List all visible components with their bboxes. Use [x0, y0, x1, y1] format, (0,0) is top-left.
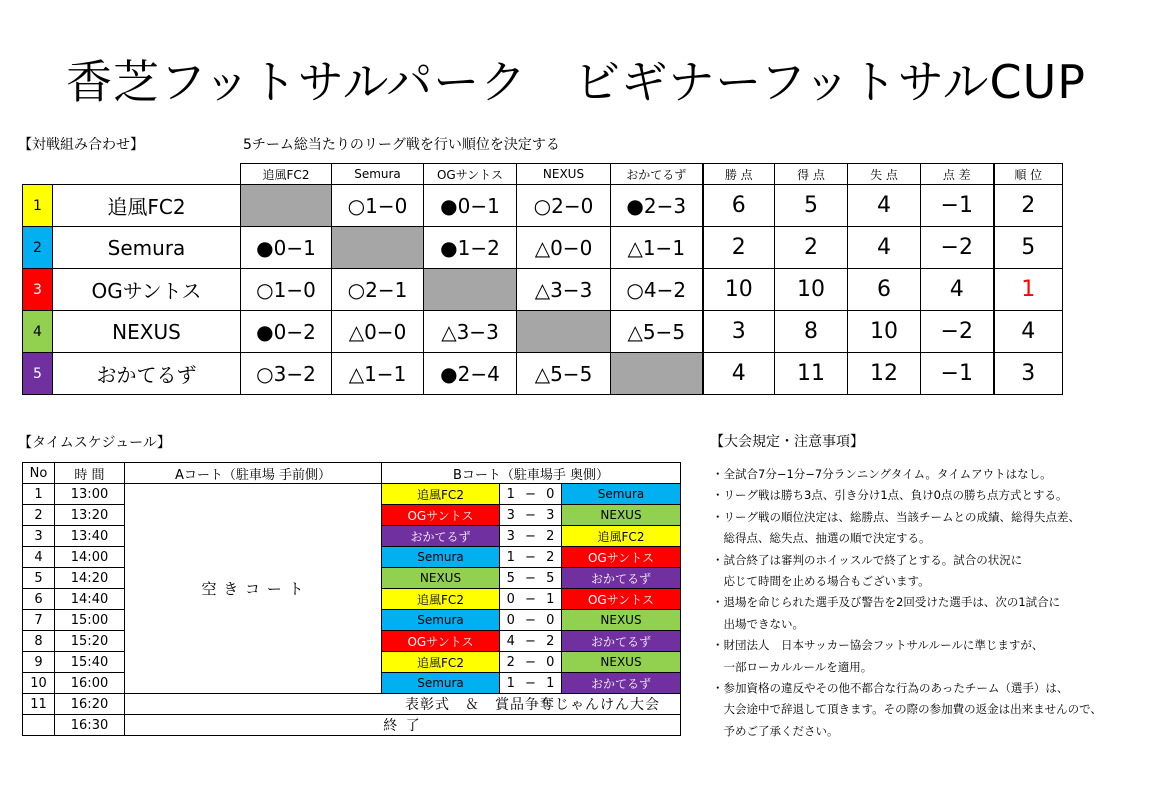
team-rank: 1	[994, 269, 1063, 311]
header-opponent: OGサントス	[424, 164, 517, 185]
rule-line: ・リーグ戦は勝ち3点、引き分け1点、負け0点の勝ち点方式とする。	[712, 488, 1068, 503]
header-goals-for: 得 点	[775, 164, 848, 185]
self-match-cell	[517, 311, 611, 353]
team-goal-diff: −2	[921, 311, 994, 353]
team-goal-diff: −2	[921, 227, 994, 269]
rule-line: ・財団法人 日本サッカー協会フットサルルールに準じますが、	[712, 638, 1044, 653]
self-match-cell	[611, 353, 703, 395]
match-result: ●1−2	[424, 227, 517, 269]
match-no	[23, 715, 55, 736]
schedule-row	[23, 484, 681, 505]
home-team: 追風FC2	[382, 652, 500, 673]
schedule-heading: 【タイムスケジュール】	[18, 435, 171, 451]
home-team: NEXUS	[382, 568, 500, 589]
end-event: 終 了	[125, 715, 681, 736]
team-goal-diff: 4	[921, 269, 994, 311]
match-no: 7	[23, 610, 55, 631]
match-result: △5−5	[517, 353, 611, 395]
match-no: 8	[23, 631, 55, 652]
header-time: 時 間	[55, 463, 125, 484]
away-team: Semura	[562, 484, 681, 505]
team-goals-for: 2	[775, 227, 848, 269]
team-points: 6	[703, 185, 775, 227]
team-number: 1	[23, 185, 53, 227]
away-score: 0	[540, 652, 562, 673]
team-number: 4	[23, 311, 53, 353]
match-result: ●0−1	[424, 185, 517, 227]
team-name: Semura	[53, 227, 241, 269]
match-result: ○4−2	[611, 269, 703, 311]
match-result: △0−0	[332, 311, 424, 353]
match-result: ○1−0	[241, 269, 332, 311]
match-result: ●0−1	[241, 227, 332, 269]
match-time: 13:40	[55, 526, 125, 547]
team-goals-for: 8	[775, 311, 848, 353]
header-opponent: 追風FC2	[241, 164, 332, 185]
away-team: NEXUS	[562, 610, 681, 631]
match-result: ●0−2	[241, 311, 332, 353]
header-diff: 点 差	[921, 164, 994, 185]
team-number: 5	[23, 353, 53, 395]
home-score: 3	[500, 505, 522, 526]
header-rank: 順 位	[994, 164, 1063, 185]
away-score: 3	[540, 505, 562, 526]
home-score: 0	[500, 589, 522, 610]
header-no: No	[23, 463, 55, 484]
away-score: 0	[540, 610, 562, 631]
team-goals-against: 6	[848, 269, 921, 311]
home-team: 追風FC2	[382, 484, 500, 505]
header-points: 勝 点	[703, 164, 775, 185]
away-score: 1	[540, 673, 562, 694]
league-table	[22, 163, 1063, 395]
rule-line: 予めご了承ください。	[712, 723, 839, 738]
match-no: 6	[23, 589, 55, 610]
team-number: 3	[23, 269, 53, 311]
score-dash: −	[522, 673, 540, 694]
rules-heading: 【大会規定・注意事項】	[710, 434, 864, 450]
rule-line: 一部ローカルルールを適用。	[712, 659, 873, 674]
match-time: 16:30	[55, 715, 125, 736]
home-team: OGサントス	[382, 631, 500, 652]
match-no: 11	[23, 694, 55, 715]
team-points: 4	[703, 353, 775, 395]
match-result: △5−5	[611, 311, 703, 353]
team-points: 2	[703, 227, 775, 269]
self-match-cell	[332, 227, 424, 269]
self-match-cell	[424, 269, 517, 311]
match-result: ○2−1	[332, 269, 424, 311]
away-team: NEXUS	[562, 505, 681, 526]
rule-line: 応じて時間を止める場合もございます。	[712, 573, 930, 588]
team-rank: 4	[994, 311, 1063, 353]
home-team: Semura	[382, 547, 500, 568]
match-result: ○2−0	[517, 185, 611, 227]
score-dash: −	[522, 505, 540, 526]
match-time: 13:20	[55, 505, 125, 526]
home-score: 2	[500, 652, 522, 673]
match-time: 16:00	[55, 673, 125, 694]
match-result: △0−0	[517, 227, 611, 269]
home-team: おかてるず	[382, 526, 500, 547]
team-goals-against: 12	[848, 353, 921, 395]
self-match-cell	[241, 185, 332, 227]
match-time: 15:00	[55, 610, 125, 631]
match-time: 14:00	[55, 547, 125, 568]
match-result: ●2−3	[611, 185, 703, 227]
page-title: 香芝フットサルパーク ビギナーフットサルCUP	[66, 55, 1086, 109]
league-format-note: 5チーム総当たりのリーグ戦を行い順位を決定する	[243, 137, 560, 153]
team-row	[23, 311, 1063, 353]
header-opponent: NEXUS	[517, 164, 611, 185]
schedule-row	[23, 715, 681, 736]
ceremony-event: 表彰式 ＆ 賞品争奪じゃんけん大会	[125, 694, 681, 715]
score-dash: −	[522, 568, 540, 589]
match-time: 13:00	[55, 484, 125, 505]
home-team: OGサントス	[382, 505, 500, 526]
team-number: 2	[23, 227, 53, 269]
header-opponent: Semura	[332, 164, 424, 185]
schedule-row	[23, 694, 681, 715]
team-goals-against: 10	[848, 311, 921, 353]
match-no: 9	[23, 652, 55, 673]
court-a-empty: 空 き コ ー ト	[125, 484, 382, 694]
score-dash: −	[522, 484, 540, 505]
team-goal-diff: −1	[921, 353, 994, 395]
home-score: 1	[500, 484, 522, 505]
rule-line: 大会途中で辞退して頂きます。その際の参加費の返金は出来ませんので、	[712, 702, 1102, 717]
team-name: OGサントス	[53, 269, 241, 311]
team-points: 3	[703, 311, 775, 353]
match-result: △1−1	[611, 227, 703, 269]
schedule-table	[22, 462, 681, 736]
away-team: NEXUS	[562, 652, 681, 673]
match-time: 15:40	[55, 652, 125, 673]
score-dash: −	[522, 610, 540, 631]
score-dash: −	[522, 652, 540, 673]
rule-line: ・リーグ戦の順位決定は、総勝点、当該チームとの成績、総得失点差、	[712, 509, 1080, 524]
match-result: ○3−2	[241, 353, 332, 395]
away-score: 5	[540, 568, 562, 589]
team-goals-against: 4	[848, 185, 921, 227]
match-result: △3−3	[424, 311, 517, 353]
home-score: 0	[500, 610, 522, 631]
team-name: 追風FC2	[53, 185, 241, 227]
rule-line: 総得点、総失点、抽選の順で決定する。	[712, 531, 931, 546]
away-team: おかてるず	[562, 631, 681, 652]
away-score: 0	[540, 484, 562, 505]
home-score: 1	[500, 547, 522, 568]
team-goal-diff: −1	[921, 185, 994, 227]
team-rank: 3	[994, 353, 1063, 395]
match-time: 15:20	[55, 631, 125, 652]
match-time: 14:20	[55, 568, 125, 589]
score-dash: −	[522, 526, 540, 547]
away-team: 追風FC2	[562, 526, 681, 547]
team-rank: 2	[994, 185, 1063, 227]
home-score: 1	[500, 673, 522, 694]
header-court-b: Bコート（駐車場手 奥側）	[382, 463, 681, 484]
match-no: 1	[23, 484, 55, 505]
score-dash: −	[522, 631, 540, 652]
away-score: 1	[540, 589, 562, 610]
away-score: 2	[540, 526, 562, 547]
team-row	[23, 227, 1063, 269]
team-rank: 5	[994, 227, 1063, 269]
rule-line: 出場できない。	[712, 616, 804, 631]
away-team: OGサントス	[562, 589, 681, 610]
away-score: 2	[540, 631, 562, 652]
match-result: ○1−0	[332, 185, 424, 227]
match-time: 16:20	[55, 694, 125, 715]
match-no: 3	[23, 526, 55, 547]
home-team: Semura	[382, 673, 500, 694]
header-opponent: おかてるず	[611, 164, 703, 185]
home-team: Semura	[382, 610, 500, 631]
rule-line: ・全試合7分−1分−7分ランニングタイム。タイムアウトはなし。	[712, 467, 1052, 481]
score-dash: −	[522, 547, 540, 568]
team-goals-for: 11	[775, 353, 848, 395]
team-goals-against: 4	[848, 227, 921, 269]
team-row	[23, 185, 1063, 227]
team-row	[23, 269, 1063, 311]
header-court-a: Aコート（駐車場 手前側）	[125, 463, 382, 484]
rule-line: ・参加資格の違反やその他不都合な行為のあったチーム（選手）は、	[712, 680, 1069, 695]
team-points: 10	[703, 269, 775, 311]
away-team: おかてるず	[562, 673, 681, 694]
match-no: 10	[23, 673, 55, 694]
match-time: 14:40	[55, 589, 125, 610]
home-score: 3	[500, 526, 522, 547]
home-team: 追風FC2	[382, 589, 500, 610]
league-heading: 【対戦組み合わせ】	[18, 137, 144, 153]
match-no: 5	[23, 568, 55, 589]
score-dash: −	[522, 589, 540, 610]
rules-section	[710, 434, 1142, 742]
away-score: 2	[540, 547, 562, 568]
away-team: おかてるず	[562, 568, 681, 589]
match-result: ●2−4	[424, 353, 517, 395]
home-score: 5	[500, 568, 522, 589]
header-goals-against: 失 点	[848, 164, 921, 185]
team-row	[23, 353, 1063, 395]
rule-line: ・退場を命じられた選手及び警告を2回受けた選手は、次の1試合に	[712, 595, 1061, 610]
team-name: おかてるず	[53, 353, 241, 395]
away-team: OGサントス	[562, 547, 681, 568]
match-result: △1−1	[332, 353, 424, 395]
home-score: 4	[500, 631, 522, 652]
header-blank	[23, 164, 241, 185]
match-no: 4	[23, 547, 55, 568]
match-no: 2	[23, 505, 55, 526]
rule-line: ・試合終了は審判のホイッスルで終了とする。試合の状況に	[712, 552, 1023, 567]
team-name: NEXUS	[53, 311, 241, 353]
match-result: △3−3	[517, 269, 611, 311]
team-goals-for: 10	[775, 269, 848, 311]
team-goals-for: 5	[775, 185, 848, 227]
